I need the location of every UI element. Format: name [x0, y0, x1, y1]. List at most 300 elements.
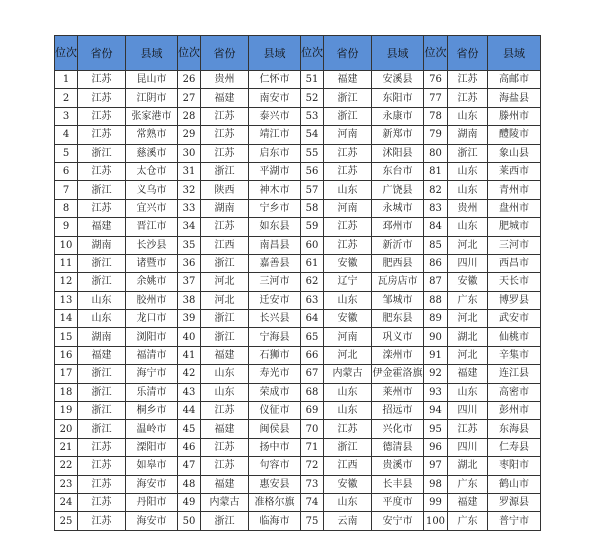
county-cell: 闽侯县 — [249, 420, 301, 438]
county-cell: 神木市 — [249, 181, 301, 199]
rank-cell: 57 — [301, 181, 324, 199]
county-cell: 如东县 — [249, 218, 301, 236]
rank-cell: 66 — [301, 346, 324, 364]
rank-cell: 7 — [55, 181, 78, 199]
province-cell: 江苏 — [78, 475, 126, 493]
rank-cell: 95 — [424, 420, 448, 438]
county-cell: 诸暨市 — [126, 254, 178, 272]
province-cell: 江苏 — [78, 162, 126, 180]
table-row — [55, 107, 541, 125]
rank-cell: 98 — [424, 475, 448, 493]
county-cell: 宁乡市 — [249, 199, 301, 217]
county-cell: 晋江市 — [126, 218, 178, 236]
province-cell: 河北 — [448, 236, 488, 254]
county-cell: 伊金霍洛旗 — [372, 365, 424, 383]
province-cell: 山东 — [448, 218, 488, 236]
county-cell: 乐清市 — [126, 383, 178, 401]
province-cell: 山东 — [78, 291, 126, 309]
county-cell: 平湖市 — [249, 162, 301, 180]
county-cell: 东台市 — [372, 162, 424, 180]
table-row — [55, 346, 541, 364]
county-cell: 扬中市 — [249, 438, 301, 456]
rank-cell: 26 — [178, 71, 201, 89]
county-cell: 荣成市 — [249, 383, 301, 401]
province-cell: 安徽 — [324, 475, 372, 493]
county-cell: 平度市 — [372, 493, 424, 511]
province-cell: 江苏 — [78, 493, 126, 511]
province-cell: 江苏 — [78, 457, 126, 475]
province-cell: 安徽 — [324, 254, 372, 272]
county-cell: 仙桃市 — [488, 328, 541, 346]
county-cell: 瓦房店市 — [372, 273, 424, 291]
county-cell: 余姚市 — [126, 273, 178, 291]
county-cell: 青州市 — [488, 181, 541, 199]
county-cell: 宁海县 — [249, 328, 301, 346]
county-cell: 滕州市 — [488, 107, 541, 125]
county-cell: 高邮市 — [488, 71, 541, 89]
rank-cell: 1 — [55, 71, 78, 89]
county-cell: 巩义市 — [372, 328, 424, 346]
county-cell: 安溪县 — [372, 71, 424, 89]
county-cell: 仁怀市 — [249, 71, 301, 89]
county-cell: 江阴市 — [126, 89, 178, 107]
province-cell: 江苏 — [448, 420, 488, 438]
county-cell: 辛集市 — [488, 346, 541, 364]
rank-cell: 81 — [424, 162, 448, 180]
county-cell: 石狮市 — [249, 346, 301, 364]
county-cell: 连江县 — [488, 365, 541, 383]
table-row — [55, 199, 541, 217]
rank-cell: 78 — [424, 107, 448, 125]
province-cell: 江苏 — [78, 89, 126, 107]
rank-cell: 65 — [301, 328, 324, 346]
province-cell: 湖南 — [78, 236, 126, 254]
rank-cell: 43 — [178, 383, 201, 401]
table-row — [55, 383, 541, 401]
county-cell: 普宁市 — [488, 512, 541, 530]
county-cell: 醴陵市 — [488, 126, 541, 144]
province-cell: 浙江 — [201, 254, 249, 272]
rank-cell: 18 — [55, 383, 78, 401]
table-row — [55, 328, 541, 346]
table-row — [55, 181, 541, 199]
county-cell: 温岭市 — [126, 420, 178, 438]
rank-cell: 32 — [178, 181, 201, 199]
table-row — [55, 71, 541, 89]
province-cell: 四川 — [448, 254, 488, 272]
header-row — [55, 36, 541, 71]
rank-cell: 22 — [55, 457, 78, 475]
province-cell: 江苏 — [78, 107, 126, 125]
header-county: 县域 — [126, 36, 178, 71]
rank-cell: 100 — [424, 512, 448, 530]
rank-cell: 64 — [301, 310, 324, 328]
rank-cell: 58 — [301, 199, 324, 217]
county-cell: 临海市 — [249, 512, 301, 530]
rank-cell: 36 — [178, 254, 201, 272]
rank-cell: 38 — [178, 291, 201, 309]
province-cell: 江苏 — [78, 512, 126, 530]
province-cell: 河南 — [324, 126, 372, 144]
province-cell: 四川 — [448, 438, 488, 456]
rank-cell: 53 — [301, 107, 324, 125]
rank-cell: 39 — [178, 310, 201, 328]
rank-cell: 9 — [55, 218, 78, 236]
table-row — [55, 144, 541, 162]
table-row — [55, 273, 541, 291]
rank-cell: 91 — [424, 346, 448, 364]
rank-cell: 40 — [178, 328, 201, 346]
county-cell: 安宁市 — [372, 512, 424, 530]
rank-cell: 88 — [424, 291, 448, 309]
rank-cell: 75 — [301, 512, 324, 530]
province-cell: 湖北 — [448, 457, 488, 475]
county-cell: 海安市 — [126, 512, 178, 530]
province-cell: 江苏 — [201, 144, 249, 162]
rank-cell: 96 — [424, 438, 448, 456]
province-cell: 陕西 — [201, 181, 249, 199]
rank-cell: 77 — [424, 89, 448, 107]
rank-cell: 47 — [178, 457, 201, 475]
rank-cell: 28 — [178, 107, 201, 125]
province-cell: 福建 — [78, 346, 126, 364]
province-cell: 湖南 — [201, 199, 249, 217]
rank-cell: 3 — [55, 107, 78, 125]
province-cell: 内蒙古 — [324, 365, 372, 383]
province-cell: 湖北 — [448, 328, 488, 346]
province-cell: 浙江 — [78, 144, 126, 162]
rank-cell: 73 — [301, 475, 324, 493]
province-cell: 福建 — [201, 420, 249, 438]
province-cell: 浙江 — [324, 107, 372, 125]
rank-cell: 80 — [424, 144, 448, 162]
county-cell: 东阳市 — [372, 89, 424, 107]
province-cell: 江苏 — [201, 126, 249, 144]
province-cell: 内蒙古 — [201, 493, 249, 511]
province-cell: 河南 — [324, 328, 372, 346]
rank-cell: 27 — [178, 89, 201, 107]
county-cell: 靖江市 — [249, 126, 301, 144]
province-cell: 江西 — [201, 236, 249, 254]
rank-cell: 51 — [301, 71, 324, 89]
county-cell: 莱州市 — [372, 383, 424, 401]
province-cell: 河北 — [201, 291, 249, 309]
county-cell: 新沂市 — [372, 236, 424, 254]
county-cell: 嘉善县 — [249, 254, 301, 272]
rank-cell: 15 — [55, 328, 78, 346]
table-row — [55, 493, 541, 511]
province-cell: 浙江 — [201, 162, 249, 180]
province-cell: 河北 — [201, 273, 249, 291]
rank-cell: 92 — [424, 365, 448, 383]
rank-cell: 33 — [178, 199, 201, 217]
rank-cell: 59 — [301, 218, 324, 236]
rank-cell: 62 — [301, 273, 324, 291]
province-cell: 湖南 — [448, 126, 488, 144]
province-cell: 福建 — [448, 493, 488, 511]
province-cell: 福建 — [78, 218, 126, 236]
rank-cell: 44 — [178, 402, 201, 420]
rank-cell: 48 — [178, 475, 201, 493]
county-ranking-table — [54, 35, 541, 531]
province-cell: 安徽 — [448, 273, 488, 291]
province-cell: 江苏 — [448, 89, 488, 107]
province-cell: 浙江 — [78, 365, 126, 383]
header-county: 县域 — [249, 36, 301, 71]
county-cell: 德清县 — [372, 438, 424, 456]
county-cell: 沭阳县 — [372, 144, 424, 162]
rank-cell: 2 — [55, 89, 78, 107]
province-cell: 福建 — [448, 365, 488, 383]
province-cell: 山东 — [448, 107, 488, 125]
rank-cell: 89 — [424, 310, 448, 328]
province-cell: 山东 — [324, 291, 372, 309]
province-cell: 江苏 — [78, 438, 126, 456]
rank-cell: 69 — [301, 402, 324, 420]
rank-cell: 24 — [55, 493, 78, 511]
province-cell: 江苏 — [324, 236, 372, 254]
province-cell: 浙江 — [78, 273, 126, 291]
province-cell: 江苏 — [201, 457, 249, 475]
rank-cell: 94 — [424, 402, 448, 420]
rank-cell: 46 — [178, 438, 201, 456]
province-cell: 山东 — [324, 402, 372, 420]
rank-cell: 45 — [178, 420, 201, 438]
province-cell: 浙江 — [78, 181, 126, 199]
header-rank: 位次 — [424, 36, 448, 71]
county-cell: 长兴县 — [249, 310, 301, 328]
header-rank: 位次 — [301, 36, 324, 71]
county-cell: 天长市 — [488, 273, 541, 291]
province-cell: 山东 — [201, 383, 249, 401]
county-cell: 南安市 — [249, 89, 301, 107]
province-cell: 河南 — [324, 199, 372, 217]
rank-cell: 72 — [301, 457, 324, 475]
rank-cell: 61 — [301, 254, 324, 272]
rank-cell: 99 — [424, 493, 448, 511]
county-cell: 邳州市 — [372, 218, 424, 236]
province-cell: 云南 — [324, 512, 372, 530]
province-cell: 浙江 — [324, 438, 372, 456]
county-cell: 西昌市 — [488, 254, 541, 272]
rank-cell: 56 — [301, 162, 324, 180]
county-cell: 兴化市 — [372, 420, 424, 438]
county-cell: 长丰县 — [372, 475, 424, 493]
rank-cell: 83 — [424, 199, 448, 217]
province-cell: 江苏 — [78, 71, 126, 89]
rank-cell: 54 — [301, 126, 324, 144]
province-cell: 山东 — [78, 310, 126, 328]
rank-cell: 23 — [55, 475, 78, 493]
table-row — [55, 438, 541, 456]
rank-cell: 60 — [301, 236, 324, 254]
county-cell: 海安市 — [126, 475, 178, 493]
table-body — [55, 71, 541, 531]
table-row — [55, 310, 541, 328]
rank-cell: 76 — [424, 71, 448, 89]
county-cell: 长沙县 — [126, 236, 178, 254]
rank-cell: 42 — [178, 365, 201, 383]
county-cell: 太仓市 — [126, 162, 178, 180]
county-cell: 武安市 — [488, 310, 541, 328]
county-cell: 三河市 — [249, 273, 301, 291]
county-cell: 惠安县 — [249, 475, 301, 493]
province-cell: 浙江 — [78, 383, 126, 401]
table-row — [55, 236, 541, 254]
province-cell: 江苏 — [448, 71, 488, 89]
rank-cell: 17 — [55, 365, 78, 383]
table-row — [55, 457, 541, 475]
province-cell: 广东 — [448, 291, 488, 309]
rank-cell: 71 — [301, 438, 324, 456]
county-cell: 肥西县 — [372, 254, 424, 272]
rank-cell: 14 — [55, 310, 78, 328]
rank-cell: 34 — [178, 218, 201, 236]
province-cell: 贵州 — [448, 199, 488, 217]
county-cell: 海盐县 — [488, 89, 541, 107]
rank-cell: 41 — [178, 346, 201, 364]
table-row — [55, 218, 541, 236]
rank-cell: 67 — [301, 365, 324, 383]
province-cell: 河北 — [448, 346, 488, 364]
county-cell: 高密市 — [488, 383, 541, 401]
rank-cell: 5 — [55, 144, 78, 162]
county-cell: 博罗县 — [488, 291, 541, 309]
province-cell: 福建 — [324, 71, 372, 89]
county-cell: 桐乡市 — [126, 402, 178, 420]
county-cell: 邹城市 — [372, 291, 424, 309]
rank-cell: 37 — [178, 273, 201, 291]
table-row — [55, 291, 541, 309]
county-cell: 彭州市 — [488, 402, 541, 420]
county-cell: 浏阳市 — [126, 328, 178, 346]
rank-cell: 70 — [301, 420, 324, 438]
header-province: 省份 — [324, 36, 372, 71]
province-cell: 福建 — [201, 346, 249, 364]
rank-cell: 97 — [424, 457, 448, 475]
province-cell: 江苏 — [201, 402, 249, 420]
rank-cell: 82 — [424, 181, 448, 199]
county-cell: 溧阳市 — [126, 438, 178, 456]
county-cell: 宜兴市 — [126, 199, 178, 217]
rank-cell: 31 — [178, 162, 201, 180]
province-cell: 山东 — [324, 493, 372, 511]
rank-cell: 20 — [55, 420, 78, 438]
header-rank: 位次 — [55, 36, 78, 71]
province-cell: 河北 — [448, 310, 488, 328]
county-cell: 罗源县 — [488, 493, 541, 511]
province-cell: 江苏 — [78, 199, 126, 217]
province-cell: 江苏 — [324, 162, 372, 180]
county-cell: 肥东县 — [372, 310, 424, 328]
rank-cell: 50 — [178, 512, 201, 530]
table-row — [55, 402, 541, 420]
rank-cell: 85 — [424, 236, 448, 254]
county-cell: 招远市 — [372, 402, 424, 420]
county-cell: 如皋市 — [126, 457, 178, 475]
county-cell: 莱西市 — [488, 162, 541, 180]
province-cell: 河北 — [324, 346, 372, 364]
table-row — [55, 420, 541, 438]
province-cell: 辽宁 — [324, 273, 372, 291]
county-cell: 滦州市 — [372, 346, 424, 364]
county-cell: 义乌市 — [126, 181, 178, 199]
rank-cell: 90 — [424, 328, 448, 346]
county-cell: 象山县 — [488, 144, 541, 162]
province-cell: 山东 — [201, 365, 249, 383]
province-cell: 江苏 — [201, 218, 249, 236]
rank-cell: 79 — [424, 126, 448, 144]
county-cell: 慈溪市 — [126, 144, 178, 162]
rank-cell: 4 — [55, 126, 78, 144]
rank-cell: 12 — [55, 273, 78, 291]
county-cell: 仁寿县 — [488, 438, 541, 456]
county-cell: 广饶县 — [372, 181, 424, 199]
rank-cell: 19 — [55, 402, 78, 420]
province-cell: 浙江 — [324, 89, 372, 107]
county-cell: 丹阳市 — [126, 493, 178, 511]
rank-cell: 25 — [55, 512, 78, 530]
county-cell: 寿光市 — [249, 365, 301, 383]
rank-cell: 21 — [55, 438, 78, 456]
header-county: 县域 — [372, 36, 424, 71]
province-cell: 浙江 — [201, 310, 249, 328]
province-cell: 福建 — [201, 89, 249, 107]
province-cell: 山东 — [324, 383, 372, 401]
province-cell: 浙江 — [78, 420, 126, 438]
county-cell: 胶州市 — [126, 291, 178, 309]
rank-cell: 35 — [178, 236, 201, 254]
table-row — [55, 254, 541, 272]
county-cell: 盘州市 — [488, 199, 541, 217]
rank-cell: 11 — [55, 254, 78, 272]
province-cell: 江苏 — [201, 438, 249, 456]
header-rank: 位次 — [178, 36, 201, 71]
table-row — [55, 89, 541, 107]
table-row — [55, 365, 541, 383]
rank-cell: 55 — [301, 144, 324, 162]
province-cell: 浙江 — [78, 254, 126, 272]
county-cell: 龙口市 — [126, 310, 178, 328]
header-province: 省份 — [78, 36, 126, 71]
county-cell: 海宁市 — [126, 365, 178, 383]
rank-cell: 16 — [55, 346, 78, 364]
province-cell: 福建 — [201, 475, 249, 493]
rank-cell: 49 — [178, 493, 201, 511]
county-cell: 仪征市 — [249, 402, 301, 420]
county-cell: 永康市 — [372, 107, 424, 125]
header-province: 省份 — [448, 36, 488, 71]
rank-cell: 74 — [301, 493, 324, 511]
county-cell: 启东市 — [249, 144, 301, 162]
header-county: 县域 — [488, 36, 541, 71]
province-cell: 安徽 — [324, 310, 372, 328]
table-row — [55, 126, 541, 144]
province-cell: 湖南 — [78, 328, 126, 346]
county-cell: 福清市 — [126, 346, 178, 364]
province-cell: 江苏 — [201, 107, 249, 125]
province-cell: 江苏 — [324, 218, 372, 236]
county-cell: 张家港市 — [126, 107, 178, 125]
rank-cell: 52 — [301, 89, 324, 107]
county-cell: 常熟市 — [126, 126, 178, 144]
province-cell: 山东 — [448, 181, 488, 199]
province-cell: 贵州 — [201, 71, 249, 89]
province-cell: 山东 — [448, 162, 488, 180]
county-cell: 句容市 — [249, 457, 301, 475]
county-cell: 永城市 — [372, 199, 424, 217]
rank-cell: 84 — [424, 218, 448, 236]
